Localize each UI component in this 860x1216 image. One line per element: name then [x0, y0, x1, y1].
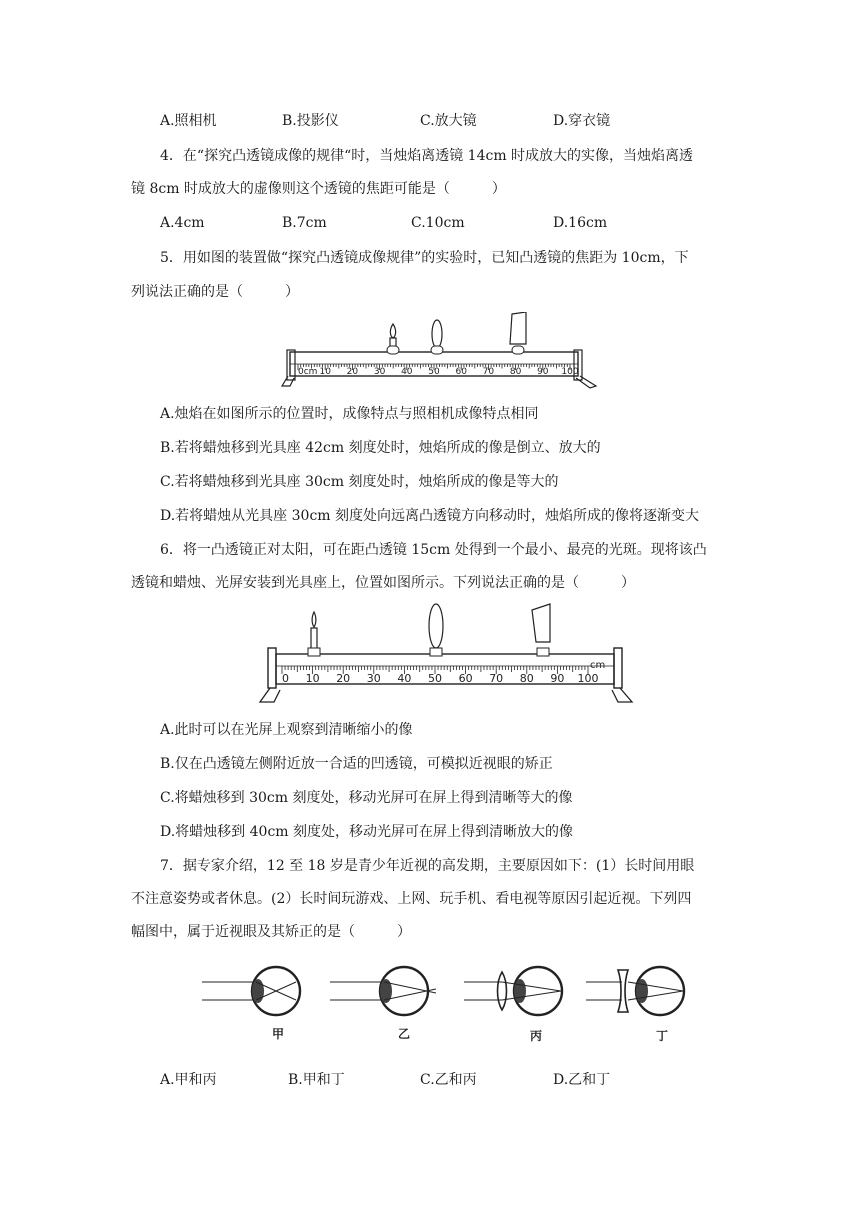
q6-stem-line1: 6．将一凸透镜正对太阳，可在距凸透镜 15cm 处得到一个最小、最亮的光斑。现将该凸 — [160, 542, 707, 558]
q5-bench-tick-label: 80 — [509, 367, 522, 377]
q5-option-b: B.若将蜡烛移到光具座 42cm 刻度处时，烛焰所成的像是倒立、放大的 — [160, 440, 601, 456]
q6-stem-line2: 透镜和蜡烛、光屏安装到光具座上，位置如图所示。下列说法正确的是（ ） — [131, 575, 635, 591]
q6-option-a: A.此时可以在光屏上观察到清晰缩小的像 — [160, 722, 413, 738]
q4-stem-line1: 4．在“探究凸透镜成像的规律“时，当烛焰离透镜 14cm 时成放大的实像，当烛焰离透 — [160, 148, 694, 164]
q5-bench-tick-label: 70 — [482, 367, 495, 377]
q6-bench-tick-label: 50 — [428, 672, 442, 685]
q5-bench-tick-label: 90 — [537, 367, 549, 377]
q3-option-b: B.投影仪 — [282, 113, 339, 129]
q7-stem-line1: 7．据专家介绍，12 至 18 岁是青少年近视的高发期，主要原因如下：(1）长时间用眼 — [160, 858, 695, 874]
eye-diagram-yi — [330, 967, 436, 1041]
q4-option-b: B.7cm — [282, 215, 327, 231]
q5-bench-tick-label: 0cm — [298, 367, 318, 377]
q5-bench-tick-label: 60 — [455, 367, 467, 377]
q5-bench-tick-label: 40 — [401, 367, 413, 377]
q5-bench-tick-label: 10 — [319, 367, 331, 377]
q3-option-a: A.照相机 — [160, 113, 217, 129]
q4-option-c: C.10cm — [411, 215, 465, 231]
q7-option-b: B.甲和丁 — [288, 1072, 345, 1088]
q4-option-d: D.16cm — [553, 215, 608, 231]
q5-option-c: C.若将蜡烛移到光具座 30cm 刻度处时，烛焰所成的像是等大的 — [160, 474, 559, 490]
eye-diagram-ding — [586, 967, 684, 1043]
q6-bench-tick-label: 80 — [519, 672, 534, 685]
q7-eye-diagrams-figure — [196, 960, 696, 1050]
q6-bench-tick-label: 0 — [282, 672, 289, 685]
q6-bench-tick-label: 90 — [550, 672, 565, 685]
q6-bench-tick-label: 30 — [366, 672, 381, 685]
eye-label-jia: 甲 — [272, 1027, 285, 1041]
q6-bench-tick-label: 70 — [489, 672, 504, 685]
q6-bench-tick-label: 60 — [458, 672, 473, 685]
q5-stem-line2: 列说法正确的是（ ） — [131, 284, 299, 300]
eye-label-yi: 乙 — [398, 1027, 411, 1041]
q6-option-c: C.将蜡烛移到 30cm 刻度处，移动光屏可在屏上得到清晰等大的像 — [160, 790, 573, 806]
eye-label-ding: 丁 — [656, 1029, 669, 1043]
q7-option-c: C.乙和丙 — [420, 1072, 477, 1088]
eye-diagram-jia — [202, 967, 300, 1041]
q6-option-d: D.将蜡烛移到 40cm 刻度处，移动光屏可在屏上得到清晰放大的像 — [160, 824, 574, 840]
q6-option-b: B.仅在凸透镜左侧附近放一合适的凹透镜，可模拟近视眼的矫正 — [160, 756, 553, 772]
q4-option-a: A.4cm — [160, 215, 205, 231]
q5-option-d: D.若将蜡烛从光具座 30cm 刻度处向远离凸透镜方向移动时，烛焰所成的像将逐渐变大 — [160, 508, 700, 524]
q5-option-a: A.烛焰在如图所示的位置时，成像特点与照相机成像特点相同 — [160, 406, 539, 422]
eye-label-bing: 丙 — [530, 1029, 543, 1043]
q5-bench-tick-label: 50 — [428, 367, 440, 377]
q5-bench-tick-label: 20 — [346, 367, 359, 377]
eye-diagram-bing — [464, 967, 562, 1043]
q7-option-d: D.乙和丁 — [553, 1072, 611, 1088]
q6-bench-tick-label: 20 — [336, 672, 351, 685]
q4-stem-line2: 镜 8cm 时成放大的虚像则这个透镜的焦距可能是（ ） — [131, 181, 506, 197]
q5-bench-tick-label: 30 — [373, 367, 386, 377]
q6-optical-bench-figure — [258, 602, 634, 712]
q7-stem-line3: 幅图中，属于近视眼及其矫正的是（ ） — [131, 924, 411, 940]
q5-stem-line1: 5．用如图的装置做“探究凸透镜成像规律”的实验时，已知凸透镜的焦距为 10cm，下 — [160, 250, 689, 266]
q6-bench-tick-label: 40 — [397, 672, 412, 685]
q6-bench-tick-label: 100 — [577, 672, 599, 685]
q3-option-d: D.穿衣镜 — [553, 113, 611, 129]
q6-bench-tick-label: 10 — [305, 672, 320, 685]
q6-bench-unit-label: cm — [590, 660, 606, 671]
q7-stem-line2: 不注意姿势或者休息。(2）长时间玩游戏、上网、玩手机、看电视等原因引起近视。下列四 — [131, 891, 692, 907]
q5-optical-bench-figure — [280, 312, 610, 392]
q3-option-c: C.放大镜 — [420, 113, 477, 129]
q5-bench-tick-label: 100 — [561, 367, 579, 377]
q7-option-a: A.甲和丙 — [160, 1072, 217, 1088]
